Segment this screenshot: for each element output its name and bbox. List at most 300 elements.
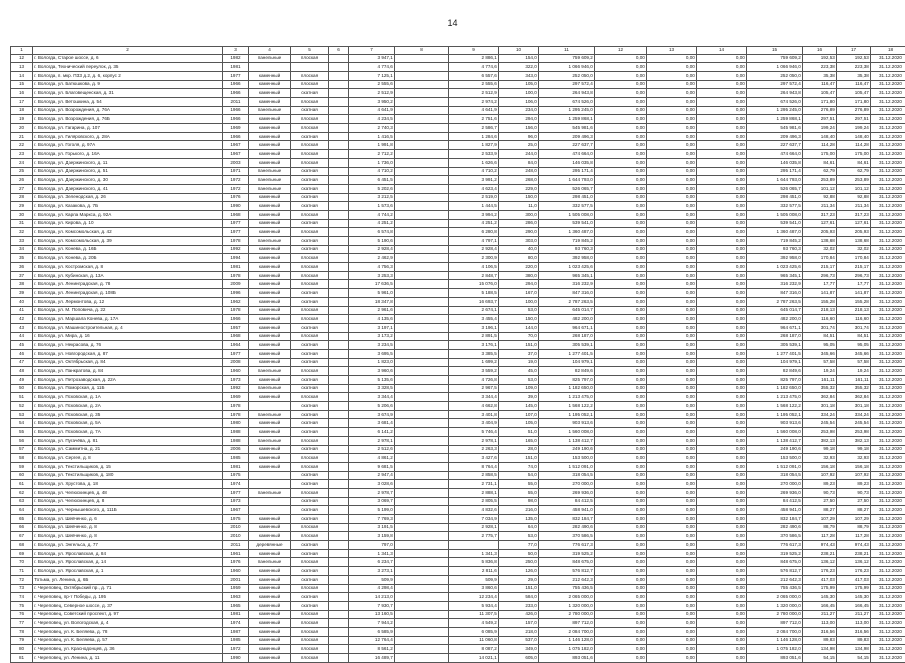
table-row	[11, 315, 905, 324]
table-cell: 2 674,1	[449, 306, 499, 315]
table-cell: 1990	[223, 202, 249, 211]
table-row	[11, 297, 905, 306]
table-cell: 165,0	[499, 436, 539, 445]
table-cell: 101,12	[837, 184, 871, 193]
table-cell: 1994	[223, 254, 249, 263]
table-cell: 84,61	[803, 158, 837, 167]
table-cell: 7 034,9	[449, 515, 499, 524]
table-cell	[329, 645, 349, 654]
table-cell: 0,00	[697, 419, 747, 428]
address-cell: г. Вологда, ул. Челюскинцев, д. 8	[33, 497, 223, 506]
table-cell: 126,0	[499, 567, 539, 576]
table-cell: 1967	[223, 506, 249, 515]
table-cell: 0,00	[595, 315, 647, 324]
table-cell: 31.12.2020	[871, 645, 905, 654]
table-cell: плоская	[291, 124, 329, 133]
column-number-header: 11	[539, 47, 595, 55]
table-cell: 0,00	[647, 124, 697, 133]
table-cell	[395, 367, 449, 376]
table-cell: 89,23	[803, 480, 837, 489]
table-cell: 2 512,9	[349, 89, 395, 98]
table-cell: 1 195 052,1	[539, 410, 595, 419]
table-cell: 1 213 475,0	[539, 393, 595, 402]
table-cell: 250,0	[499, 558, 539, 567]
table-cell: 2 712,2	[349, 150, 395, 159]
table-cell: 23	[11, 150, 33, 159]
table-cell: 370 586,5	[539, 532, 595, 541]
table-cell: 482 200,0	[747, 315, 803, 324]
table-cell: каменный	[249, 601, 291, 610]
table-cell: 1974	[223, 619, 249, 628]
table-cell: каменный	[249, 193, 291, 202]
table-cell: 0,00	[647, 428, 697, 437]
table-cell: 3 344,4	[349, 393, 395, 402]
table-cell	[395, 462, 449, 471]
table-cell: 89,83	[803, 636, 837, 645]
table-cell: 31.12.2020	[871, 98, 905, 107]
table-cell: 4 832,6	[449, 506, 499, 515]
table-cell: каменный	[249, 341, 291, 350]
table-cell: 3 385,5	[449, 349, 499, 358]
table-cell: 93 760,3	[539, 245, 595, 254]
address-cell: г. Вологда, ул. Горького, д. 16А	[33, 150, 223, 159]
table-cell: 0,00	[647, 184, 697, 193]
table-cell: 0,00	[647, 497, 697, 506]
table-cell: 0,00	[647, 358, 697, 367]
table-cell: 70	[11, 558, 33, 567]
table-cell: 75	[11, 601, 33, 610]
table-cell: 0,00	[697, 289, 747, 298]
table-cell: 2 084 700,0	[747, 627, 803, 636]
table-cell: 482 200,0	[539, 315, 595, 324]
table-row	[11, 549, 905, 558]
table-cell: 61	[11, 480, 33, 489]
table-cell: 0,00	[595, 419, 647, 428]
table-cell: 233,0	[499, 601, 539, 610]
table-header-row	[11, 47, 905, 55]
table-cell: 156,18	[803, 462, 837, 471]
table-cell: 1959	[223, 584, 249, 593]
table-cell: 0,00	[647, 63, 697, 72]
table-cell: 1 341,3	[349, 549, 395, 558]
table-cell: 31.12.2020	[871, 306, 905, 315]
table-cell: 0,00	[595, 71, 647, 80]
table-cell: 107,92	[803, 471, 837, 480]
table-cell: 0,00	[697, 402, 747, 411]
table-cell: 199,24	[803, 124, 837, 133]
table-cell: 458 941,0	[747, 506, 803, 515]
table-cell: 238,21	[837, 549, 871, 558]
table-cell: каменный	[249, 71, 291, 80]
table-cell: скатная	[291, 349, 329, 358]
table-cell: скатная	[291, 376, 329, 385]
table-cell: 145,0	[499, 402, 539, 411]
table-cell: 1978	[223, 271, 249, 280]
table-cell: скатная	[291, 237, 329, 246]
table-cell	[395, 315, 449, 324]
table-cell	[329, 98, 349, 107]
table-cell: 0,00	[647, 132, 697, 141]
table-cell: плоская	[291, 228, 329, 237]
table-cell: 3 401,8	[449, 410, 499, 419]
table-cell: 107,29	[803, 515, 837, 524]
table-cell: 116,47	[803, 80, 837, 89]
table-cell: плоская	[291, 462, 329, 471]
table-cell: 3 681,4	[349, 419, 395, 428]
table-cell: 0,00	[697, 532, 747, 541]
table-cell: плоская	[291, 263, 329, 272]
table-cell: 77	[11, 619, 33, 628]
table-cell: 2 512,6	[349, 445, 395, 454]
table-cell: скатная	[291, 132, 329, 141]
table-cell	[329, 202, 349, 211]
table-cell: 1 277 401,5	[539, 349, 595, 358]
table-cell: каменный	[249, 219, 291, 228]
table-cell: 4 744,2	[349, 210, 395, 219]
table-cell	[329, 358, 349, 367]
column-number-header: 12	[595, 47, 647, 55]
address-cell: г. Череповец, ул. К. Беляева, д. 78	[33, 627, 223, 636]
table-cell: каменный	[249, 419, 291, 428]
address-cell: г. Вологда, ул. Сергея, д. 8	[33, 454, 223, 463]
table-cell	[395, 610, 449, 619]
address-cell: г. Вологда, ул. Батюшкова, д. 9	[33, 80, 223, 89]
table-cell: 1966	[223, 115, 249, 124]
table-cell	[329, 462, 349, 471]
table-cell: 32,02	[803, 245, 837, 254]
table-cell: 3 947,1	[349, 54, 395, 63]
table-cell: каменный	[249, 297, 291, 306]
table-cell: 0,00	[697, 445, 747, 454]
address-cell: г. Череповец, ул. К. Беляева, д. 57	[33, 636, 223, 645]
table-cell: плоская	[291, 558, 329, 567]
table-cell: 3 069,7	[349, 497, 395, 506]
table-cell: 0,00	[595, 428, 647, 437]
table-cell: 848 675,0	[539, 558, 595, 567]
table-cell: 3 212,5	[349, 193, 395, 202]
table-cell	[329, 124, 349, 133]
table-cell: 362,84	[803, 393, 837, 402]
table-cell	[395, 567, 449, 576]
table-cell: скатная	[291, 167, 329, 176]
address-cell: г. Череповец, ул. Вологодская, д. 4	[33, 619, 223, 628]
table-cell	[395, 89, 449, 98]
table-cell: 31.12.2020	[871, 323, 905, 332]
table-cell	[329, 497, 349, 506]
table-cell: 2 886,1	[449, 54, 499, 63]
table-cell: каменный	[249, 271, 291, 280]
table-cell: 345,66	[837, 349, 871, 358]
table-cell: 0,00	[595, 358, 647, 367]
table-cell: 170,84	[837, 254, 871, 263]
table-cell: 0,00	[697, 497, 747, 506]
table-cell: 0,00	[697, 193, 747, 202]
table-cell	[329, 601, 349, 610]
table-cell: 474 664,0	[747, 150, 803, 159]
column-number-header: 9	[449, 47, 499, 55]
table-cell: 332 577,5	[539, 202, 595, 211]
table-cell: 2 462,9	[349, 254, 395, 263]
table-cell: 157,0	[499, 619, 539, 628]
table-cell: каменный	[249, 549, 291, 558]
table-cell: панельные	[249, 558, 291, 567]
table-cell: 67	[11, 532, 33, 541]
address-cell: г. Вологда, ул. Карла Маркса, д. 92А	[33, 210, 223, 219]
table-cell	[395, 410, 449, 419]
table-cell: 276,89	[803, 106, 837, 115]
table-cell: 57,58	[803, 358, 837, 367]
table-cell	[329, 184, 349, 193]
table-cell: 12	[11, 54, 33, 63]
table-cell: 31.12.2020	[871, 523, 905, 532]
table-cell: 0,00	[595, 367, 647, 376]
table-row	[11, 98, 905, 107]
table-row	[11, 306, 905, 315]
table-cell: 0,00	[647, 619, 697, 628]
address-cell: г. Вологда, ул. Зеленодская, д. 26	[33, 193, 223, 202]
table-cell: 114,28	[803, 141, 837, 150]
table-cell: 509,9	[349, 575, 395, 584]
table-cell: 31.12.2020	[871, 471, 905, 480]
table-cell: 1 823,0	[349, 358, 395, 367]
table-cell: 205,93	[803, 228, 837, 237]
table-cell	[449, 541, 499, 550]
table-cell: 294,0	[499, 280, 539, 289]
table-cell: 1 568 122,2	[539, 402, 595, 411]
table-cell: 0,00	[647, 228, 697, 237]
table-cell: 31.12.2020	[871, 245, 905, 254]
table-cell: 53,0	[499, 532, 539, 541]
table-cell	[329, 376, 349, 385]
table-cell: 0,00	[595, 575, 647, 584]
table-cell: 1972	[223, 176, 249, 185]
table-cell	[329, 532, 349, 541]
address-cell: г. Вологда, ул. Возрождения, д. 76А	[33, 106, 223, 115]
table-row	[11, 80, 905, 89]
table-cell: 31.12.2020	[871, 497, 905, 506]
address-cell: г. Вологда, ул. Костромская, д. 8	[33, 263, 223, 272]
address-cell: г. Вологда, ул. Возрождения, д. 76Б	[33, 115, 223, 124]
table-cell: 0,00	[697, 54, 747, 63]
table-cell: 426,0	[499, 610, 539, 619]
table-cell: 0,00	[697, 132, 747, 141]
table-cell: 31.12.2020	[871, 358, 905, 367]
table-cell: 825 797,0	[539, 376, 595, 385]
table-cell: 31.12.2020	[871, 627, 905, 636]
table-cell	[249, 63, 291, 72]
table-cell: 81	[11, 654, 33, 663]
table-cell: 1977	[223, 71, 249, 80]
table-cell: 0,00	[697, 654, 747, 663]
table-cell: 0,00	[697, 358, 747, 367]
table-cell: 1 295 245,0	[539, 106, 595, 115]
table-cell: 31.12.2020	[871, 63, 905, 72]
table-cell: 847 316,0	[747, 289, 803, 298]
table-cell: 0,00	[595, 98, 647, 107]
table-cell: 48	[11, 367, 33, 376]
table-cell: скатная	[291, 541, 329, 550]
table-cell: 0,00	[647, 506, 697, 515]
table-cell: 1 991,8	[349, 141, 395, 150]
table-cell	[329, 106, 349, 115]
table-cell: 28	[11, 193, 33, 202]
table-cell: 76	[11, 610, 33, 619]
table-cell: 141,87	[837, 289, 871, 298]
table-cell: 0,00	[697, 384, 747, 393]
table-cell: 319 525,2	[747, 549, 803, 558]
table-cell: 84 412,5	[539, 497, 595, 506]
table-cell: 144,0	[499, 323, 539, 332]
address-cell: г. Вологда, ул. М. Поповича, д. 22	[33, 306, 223, 315]
table-row	[11, 584, 905, 593]
table-cell	[395, 627, 449, 636]
table-cell: панельные	[249, 488, 291, 497]
table-cell	[395, 480, 449, 489]
table-cell: 1 066 946,0	[747, 63, 803, 72]
table-cell: 229,0	[499, 184, 539, 193]
table-cell: 35,38	[837, 71, 871, 80]
table-cell	[395, 393, 449, 402]
table-cell: 148,40	[837, 132, 871, 141]
table-cell: 31.12.2020	[871, 593, 905, 602]
table-cell: 113,00	[837, 619, 871, 628]
table-cell: 0,00	[647, 515, 697, 524]
table-cell: 965 345,1	[539, 271, 595, 280]
table-row	[11, 89, 905, 98]
table-cell: 170,84	[803, 254, 837, 263]
table-cell: 318 054,5	[747, 471, 803, 480]
column-number-header: 17	[837, 47, 871, 55]
table-cell: 171,80	[803, 98, 837, 107]
table-cell	[329, 306, 349, 315]
table-cell: 0,00	[595, 341, 647, 350]
table-cell: 1976	[223, 193, 249, 202]
table-cell: 4 662,8	[449, 402, 499, 411]
table-cell	[329, 488, 349, 497]
table-cell: 4 549,2	[449, 619, 499, 628]
table-cell: 301,74	[837, 323, 871, 332]
table-row	[11, 54, 905, 63]
table-cell	[395, 150, 449, 159]
address-cell: Тотьма, ул. Ленина, д. 6Б	[33, 575, 223, 584]
table-cell: скатная	[291, 575, 329, 584]
table-cell: 4 298,4	[349, 584, 395, 593]
table-row	[11, 428, 905, 437]
table-cell: 0,00	[647, 263, 697, 272]
table-cell: 0,00	[697, 367, 747, 376]
table-cell: 417,03	[837, 575, 871, 584]
table-cell: 1961	[223, 549, 249, 558]
address-cell: г. Вологда, ул. Лермонтова, д. 12	[33, 297, 223, 306]
table-cell: 316,56	[803, 627, 837, 636]
table-cell: 0,00	[595, 541, 647, 550]
table-cell: 0,00	[647, 219, 697, 228]
table-cell: 0,00	[697, 515, 747, 524]
column-number-header: 16	[803, 47, 837, 55]
table-cell	[329, 315, 349, 324]
table-cell: плоская	[291, 619, 329, 628]
table-cell: 0,00	[697, 315, 747, 324]
table-row	[11, 71, 905, 80]
table-cell: 4 756,3	[349, 263, 395, 272]
table-cell: 72	[11, 575, 33, 584]
table-cell: 264 943,8	[539, 89, 595, 98]
table-cell: 1 827,9	[449, 141, 499, 150]
table-cell: каменный	[249, 428, 291, 437]
table-cell: 138,68	[803, 237, 837, 246]
table-cell: плоская	[291, 210, 329, 219]
table-cell: 0,00	[697, 593, 747, 602]
address-cell: г. Вологда, ул. Псковская, д. 7А	[33, 428, 223, 437]
table-cell: 54	[11, 419, 33, 428]
table-cell: 4 797,1	[449, 237, 499, 246]
table-cell: каменный	[249, 532, 291, 541]
table-cell: плоская	[291, 280, 329, 289]
table-cell: 199,24	[837, 124, 871, 133]
table-cell: 1969	[223, 393, 249, 402]
table-cell: панельные	[249, 184, 291, 193]
table-cell: 0,00	[647, 71, 697, 80]
table-cell: 2 780 000,0	[747, 610, 803, 619]
table-cell: скатная	[291, 593, 329, 602]
table-cell: 0,00	[595, 488, 647, 497]
table-cell: 211,27	[803, 610, 837, 619]
table-cell: 1973	[223, 497, 249, 506]
table-cell: 146 035,8	[539, 158, 595, 167]
table-cell: 1 573,6	[349, 202, 395, 211]
table-cell	[329, 89, 349, 98]
table-cell	[329, 506, 349, 515]
table-cell: 848 675,0	[747, 558, 803, 567]
table-cell: каменный	[249, 150, 291, 159]
table-cell: 0,00	[647, 584, 697, 593]
table-cell: 0,00	[647, 488, 697, 497]
table-cell: 0,00	[595, 158, 647, 167]
address-cell: г. Вологда, ул. Текстильщиков, д. 15	[33, 462, 223, 471]
table-cell	[329, 63, 349, 72]
table-cell: 31.12.2020	[871, 393, 905, 402]
table-cell: каменный	[249, 210, 291, 219]
table-cell: 1976	[223, 558, 249, 567]
table-cell: 719 845,2	[747, 237, 803, 246]
table-cell: каменный	[249, 349, 291, 358]
table-cell: 0,00	[697, 245, 747, 254]
table-cell	[395, 289, 449, 298]
table-cell	[395, 158, 449, 167]
table-cell: 0,00	[647, 523, 697, 532]
table-cell: 0,00	[697, 541, 747, 550]
table-row	[11, 558, 905, 567]
table-cell: 0,00	[595, 402, 647, 411]
table-cell: 95,05	[803, 341, 837, 350]
table-cell: каменный	[249, 654, 291, 663]
table-cell	[395, 254, 449, 263]
table-cell: 19	[11, 115, 33, 124]
table-cell: 3 455,4	[449, 315, 499, 324]
table-cell: 2 947,4	[349, 471, 395, 480]
table-cell: 322,0	[499, 63, 539, 72]
table-cell: 1973	[223, 376, 249, 385]
table-cell	[329, 141, 349, 150]
table-cell: 5 199,0	[349, 506, 395, 515]
table-cell: 2 555,6	[449, 80, 499, 89]
table-row	[11, 462, 905, 471]
table-cell: плоская	[291, 80, 329, 89]
table-cell: 1 560 008,0	[539, 428, 595, 437]
table-cell: 54,15	[803, 654, 837, 663]
table-cell: 0,00	[647, 627, 697, 636]
table-cell: скатная	[291, 341, 329, 350]
